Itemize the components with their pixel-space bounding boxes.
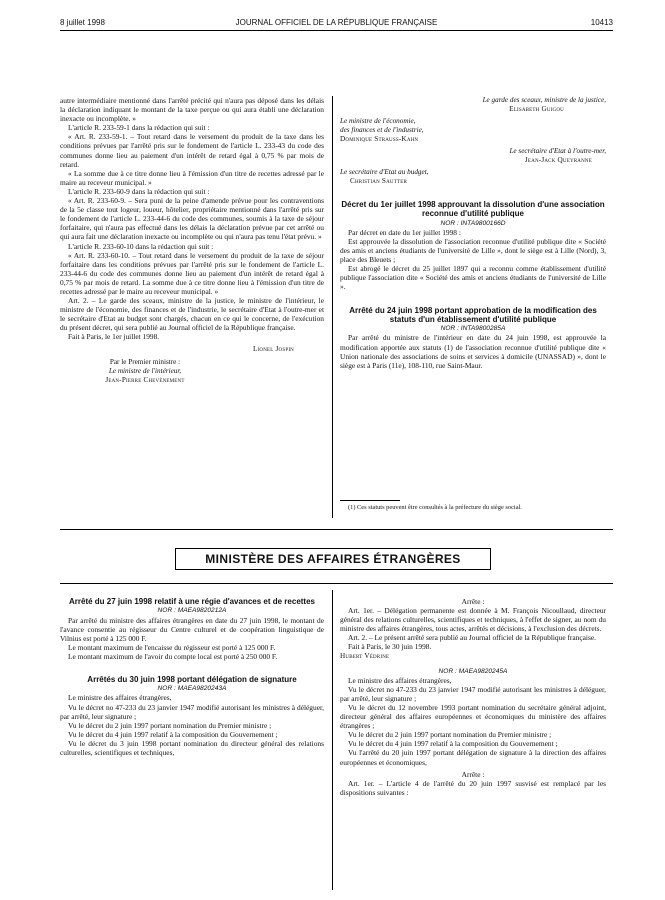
paragraph: Vu le décret du 4 juin 1997 relatif à la composition du Gouvernement ; [348, 739, 558, 749]
signatory-title: Le secrétaire d'Etat à l'outre-mer, [509, 147, 606, 155]
paragraph: Est approuvée la dissolution de l'association reconnue d'utilité publique dite « Société des amis et anciens étudiants de l'université de Lille », dont le siège est à Lille (Nord), 3, place des Bleuets ; [340, 237, 606, 265]
top-left-column [60, 96, 324, 385]
paragraph: Vu le décret no 47-233 du 23 janvier 1947 modifié autorisant les ministres à déléguer, par arrêté, leur signature ; [340, 684, 606, 703]
nor-reference: NOR : INTA9800166D [440, 219, 506, 227]
paragraph: L'article R. 233-60-10 dans la rédaction qui suit : [68, 241, 214, 251]
paragraph: autre intermédiaire mentionné dans l'arrêté précité qui n'aura pas déposé dans les délais la déclaration indiquant le montant de la taxe perçue ou qui aura établi une déclaration inexacte ou incomplète. » [60, 96, 324, 124]
paragraph: « La somme due à ce titre donne lieu à l'émission d'un titre de recettes adressé par le maire au receveur municipal. » [60, 168, 324, 187]
paragraph: Vu le décret du 12 novembre 1993 portant nomination du secrétaire général adjoint, directeur général des affaires européennes et économiques du ministère des affaires étrangères ; [340, 702, 606, 731]
paragraph: Par décret en date du 1er juillet 1998 : [348, 227, 461, 237]
signature-line: Par le Premier ministre : [109, 357, 181, 366]
bottom-left-column [60, 597, 324, 757]
paragraph: Vu l'arrêté du 20 juin 1997 portant délégation de signature à la direction des affaires européennes et économiques, [340, 748, 606, 767]
signer-name: Hubert Védrine [340, 651, 390, 660]
top-right-column [340, 96, 606, 370]
paragraph: Vu le décret du 2 juin 1997 portant nomination du Premier ministre ; [68, 720, 272, 730]
paragraph: Est abrogé le décret du 25 juillet 1897 qui a reconnu comme établissement d'utilité publique l'association dite « Société des amis et anciens étudiants de l'université de Lille ». [340, 264, 606, 292]
minister-name: Jean-Pierre Chevènement [105, 375, 185, 384]
paragraph: Fait à Paris, le 30 juin 1998. [348, 642, 432, 652]
signatory-name: Christian Sautter [350, 177, 408, 185]
paragraph: Par arrêté du ministre de l'intérieur en date du 24 juin 1998, est approuvée la modification apportée aux statuts (1) de l'association reconnue d'utilité publique dite « Union nationale des associations de soins et services à domicile (UNASSAD) », dont le siège est à Paris (11e), 108-110, rue Saint-Maur. [340, 333, 606, 370]
paragraph: Par arrêté du ministre des affaires étrangères en date du 27 juin 1998, le montant de l'avance consentie au régisseur du Centre culturel et de coopération linguistique de Vilnius est porté à 125 000 F. [60, 615, 324, 643]
paragraph: Le ministre des affaires étrangères, [348, 675, 452, 685]
column-divider [332, 590, 333, 890]
nor-reference: NOR : MAEA9820245A [438, 667, 508, 675]
article-1: Art. 1er. – L'article 4 de l'arrêté du 20 juin 1997 susvisé est remplacé par les dispositions suivantes : [340, 778, 606, 797]
signatory-name: Jean-Jack Queyranne [524, 156, 592, 164]
section-rule [60, 583, 613, 584]
paragraph: L'article R. 233-59-1 dans la rédaction qui suit : [68, 123, 210, 133]
decree-title: Décret du 1er juillet 1998 approuvant la dissolution d'une association reconnue d'utilité publique [341, 200, 605, 219]
paragraph: « Art. R. 233-59-1. – Tout retard dans le versement du produit de la taxe dans les conditions prévues par l'arrêté pris sur le fondement de l'article L. 233-43 du code des communes donne lieu au paiement d'un intérêt de retard égal à 0,75 % par mois de retard. [60, 132, 324, 169]
column-divider [332, 96, 333, 518]
paragraph: « Art. R. 233-60-10. – Tout retard dans le versement du produit de la taxe de séjour forfaitaire dans les conditions prévues par l'arrêté pris sur le fondement de l'article L. 233-44-6 du code des communes donne lieu au paiement d'un intérêt de retard égal à 0,75 % par mois de retard. La somme due à ce titre donne lieu à l'émission d'un titre de recettes adressé par le maire au receveur municipal. » [60, 250, 324, 296]
signatory-title: des finances et de l'industrie, [340, 126, 424, 134]
paragraph: Le montant maximum de l'avoir du compte local est porté à 250 000 F. [68, 651, 278, 661]
paragraph: Vu le décret du 3 juin 1998 portant nomination du directeur général des relations culturelles, scientifiques et techniques, [60, 738, 324, 758]
arrete-label: Arrête : [461, 597, 485, 606]
header-journal: JOURNAL OFFICIEL DE LA RÉPUBLIQUE FRANÇAISE [235, 18, 438, 27]
header-date: 8 juillet 1998 [60, 18, 105, 27]
paragraph: Art. 2. – Le garde des sceaux, ministre de la justice, le ministre de l'intérieur, le ministre de l'économie, des finances et de l'industrie, le secrétaire d'Etat à l'outre-mer et le secrétaire d'Etat au budget sont chargés, chacun en ce qui le concerne, de l'exécution du présent décret, qui sera publié au Journal officiel de la République française. [60, 296, 324, 333]
paragraph: Vu le décret no 47-233 du 23 janvier 1947 modifié autorisant les ministres à déléguer, par arrêté, leur signature ; [60, 702, 324, 721]
arrete-title: Arrêté du 24 juin 1998 portant approbation de la modification des statuts d'un établissement d'utilité publique [349, 305, 597, 324]
signatory-title: Le ministre de l'économie, [340, 117, 416, 125]
section-rule [60, 529, 613, 530]
nor-reference: NOR : MAEA9820212A [157, 607, 227, 615]
article-2: Art. 2. – Le présent arrêté sera publié au Journal officiel de la République française. [348, 633, 596, 643]
article-1: Art. 1er. – Délégation permanente est donnée à M. François Nicoullaud, directeur général des relations culturelles, scientifiques et techniques, à l'effet de signer, au nom du ministre des affaires étrangères, tous actes, arrêtés et décisions, à l'exclusion des décrets. [340, 606, 606, 634]
arrete-title: Arrêté du 27 juin 1998 relatif à une régie d'avances et de recettes [68, 597, 315, 606]
header-rule [60, 30, 613, 31]
header-page-number: 10413 [590, 18, 613, 27]
paragraph: « Art. R. 233-60-9. – Sera puni de la peine d'amende prévue pour les contraventions de la 5e classe tout logeur, loueur, hôtelier, propriétaire mentionné dans l'arrêté pris sur le fondement de l'article L. 233-44-6 du code des communes, soumis à la taxe de séjour forfaitaire, qui n'aura pas effectué dans les délais la déclaration prévue par cet arrêté ou qui aura fait une déclaration inexacte ou incomplète ou qui n'aura pas tenu l'état prévu. » [60, 196, 324, 242]
arrete-label: Arrête : [461, 769, 485, 779]
paragraph: Le montant maximum de l'encaisse du régisseur est porté à 125 000 F. [68, 642, 276, 652]
signatory-name: Dominique Strauss-Kahn [340, 135, 419, 143]
signatory-title: Le garde des sceaux, ministre de la justice, [482, 96, 606, 104]
footnote-rule [340, 500, 400, 501]
minister-title: Le ministre de l'intérieur, [108, 366, 182, 375]
nor-reference: NOR : MAEA9820243A [157, 685, 227, 693]
footnote: (1) Ces statuts peuvent être consultés à la préfecture du siège social. [348, 504, 522, 511]
ministry-heading: MINISTÈRE DES AFFAIRES ÉTRANGÈRES [175, 548, 491, 570]
paragraph: L'article R. 233-60-9 dans la rédaction qui suit : [68, 186, 210, 196]
signer-name: Lionel Jospin [252, 344, 294, 353]
paragraph: Vu le décret du 4 juin 1997 relatif à la composition du Gouvernement ; [68, 729, 278, 739]
bottom-right-column [340, 597, 606, 797]
paragraph: Vu le décret du 2 juin 1997 portant nomination du Premier ministre ; [348, 730, 552, 740]
signatory-name: Elisabeth Guigou [509, 105, 564, 113]
paragraph: Fait à Paris, le 1er juillet 1998. [68, 332, 160, 342]
signatory-title: Le secrétaire d'Etat au budget, [340, 168, 429, 176]
nor-reference: NOR : INTA9800285A [440, 325, 506, 333]
arrete-title: Arrêtés du 30 juin 1998 portant délégation de signature [87, 674, 297, 684]
paragraph: Le ministre des affaires étrangères, [68, 693, 172, 703]
